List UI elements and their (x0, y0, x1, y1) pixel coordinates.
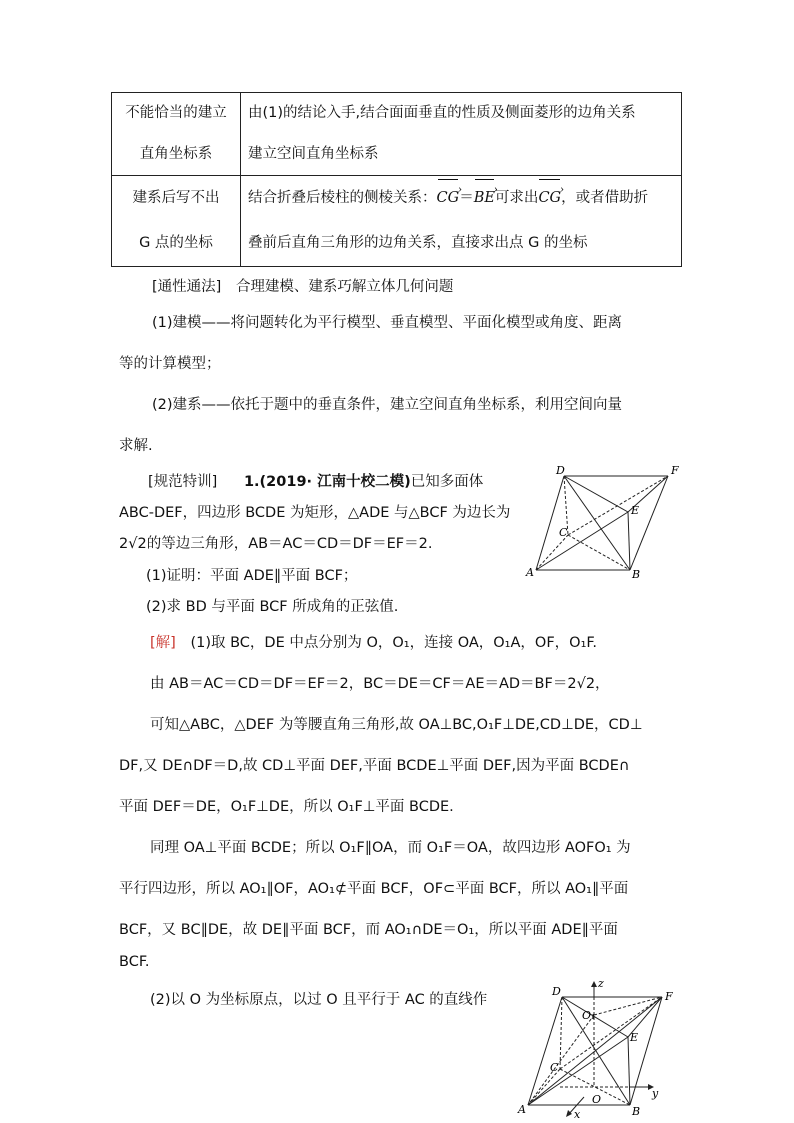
solution-text: 平面 DEF＝DE，O₁F⊥DE，所以 O₁F⊥平面 BCDE. (119, 799, 454, 815)
cell-text: 不能恰当的建立 (125, 105, 227, 121)
comparison-table (111, 92, 682, 267)
edge (628, 1037, 630, 1105)
method-paragraph: (2)建系——依托于题中的垂直条件，建立空间直角坐标系，利用空间向量 (152, 397, 623, 413)
table-cell-remedy (241, 93, 682, 176)
vertex-label: D (556, 464, 565, 477)
table-cell-remedy (241, 176, 682, 267)
table-cell-issue (112, 93, 241, 176)
vertex-label: A (518, 1103, 526, 1116)
method-paragraph: 等的计算模型； (119, 356, 221, 372)
vertex-label: B (632, 1105, 641, 1118)
table-row (112, 176, 682, 267)
edge (628, 512, 630, 570)
hidden-edge (568, 535, 630, 570)
vertex-label: D (552, 985, 561, 998)
solution-text: BCF，又 BC∥DE，故 DE∥平面 BCF，而 AO₁∩DE＝O₁，所以平面 ADE∥平面 (119, 922, 618, 938)
cell-text: 可求出 (494, 190, 539, 206)
cell-text: 直角坐标系 (139, 146, 213, 162)
axis-label: x (574, 1108, 581, 1120)
hidden-edge (560, 997, 662, 1069)
problem-text: ABC-DEF，四边形 BCDE 为矩形，△ADE 与△BCF 为边长为 (119, 505, 511, 521)
vector-be: BE › (474, 176, 495, 221)
problem-text: 已知多面体 (410, 474, 484, 490)
method-paragraph: (1)建模——将问题转化为平行模型、垂直模型、平面化模型或角度、距离 (152, 315, 623, 331)
edge (536, 476, 564, 570)
edge (528, 1037, 628, 1105)
edge (528, 997, 562, 1105)
vertex-label: F (671, 464, 679, 477)
solution-text: BCF. (119, 954, 150, 970)
vertex-label: O₁ (582, 1009, 596, 1022)
problem-question: (1)证明：平面 ADE∥平面 BCF； (146, 568, 358, 584)
axis-label: y (652, 1087, 659, 1100)
problem-text: 2√2的等边三角形，AB＝AC＝CD＝DF＝EF＝2. (119, 536, 433, 552)
equals-sign: ＝ (459, 190, 474, 206)
solution-text: (1)取 BC，DE 中点分别为 O，O₁，连接 OA，O₁A，OF，O₁F. (190, 635, 598, 651)
edge (564, 476, 630, 570)
hidden-edge (568, 476, 668, 535)
hidden-edge (594, 997, 662, 1015)
edge (562, 997, 630, 1105)
vertex-label: E (631, 504, 640, 517)
vertex-label: E (630, 1031, 639, 1044)
method-title: 合理建模、建系巧解立体几何问题 (235, 279, 454, 295)
problem-question: (2)求 BD 与平面 BCF 所成角的正弦值. (146, 599, 399, 615)
solution-text: DF,又 DE∩DF＝D,故 CD⊥平面 DEF,平面 BCDE⊥平面 DEF,因为平面 BCDE∩ (119, 758, 630, 774)
table-cell-issue (112, 176, 241, 267)
cell-text: 叠前后直角三角形的边角关系，直接求出点 G 的坐标 (248, 235, 588, 251)
problem-label: [规范特训] (148, 474, 218, 490)
problem-number: 1. (243, 474, 260, 490)
solution-text: 由 AB＝AC＝CD＝DF＝EF＝2，BC＝DE＝CF＝AE＝AD＝BF＝2√2， (150, 676, 610, 692)
solution-text: (2)以 O 为坐标原点，以过 O 且平行于 AC 的直线作 (150, 992, 488, 1008)
cell-text: G 点的坐标 (139, 235, 213, 251)
solution-text: 同理 OA⊥平面 BCDE；所以 O₁F∥OA，而 O₁F＝OA，故四边形 AOFO₁ 为 (150, 840, 631, 856)
problem-source: (2019· 江南十校二模) (259, 474, 411, 490)
edge (630, 476, 668, 570)
solution-label: [解] (150, 635, 176, 651)
edge (564, 476, 628, 512)
vector-cg: CG › (538, 176, 561, 221)
vector-cg: CG › (437, 176, 460, 221)
cell-line (248, 176, 681, 221)
arrow (591, 981, 597, 987)
hidden-edge (560, 997, 562, 1069)
vertex-label: B (632, 568, 641, 581)
axis-label: z (598, 977, 604, 990)
polyhedron-figure (518, 462, 688, 582)
method-paragraph: 求解. (119, 438, 153, 454)
vertex-label: C (550, 1061, 559, 1074)
method-label: [通性通法] (152, 279, 222, 295)
vertex-label: F (665, 990, 673, 1003)
solution-text: 可知△ABC，△DEF 为等腰直角三角形,故 OA⊥BC,O₁F⊥DE,CD⊥DE，CD⊥ (150, 717, 643, 733)
solution-text: 平行四边形，所以 AO₁∥OF，AO₁⊄平面 BCF，OF⊂平面 BCF，所以 AO₁∥平面 (119, 881, 629, 897)
cell-text: 结合折叠后棱柱的侧棱关系： (248, 190, 437, 206)
table-row (112, 93, 682, 176)
coordinate-figure (510, 975, 690, 1120)
method-heading (152, 275, 453, 296)
cell-text: ，或者借助折 (561, 190, 649, 206)
edge (536, 512, 628, 570)
cell-text: 建立空间直角坐标系 (248, 146, 379, 162)
solution-line (150, 631, 597, 652)
cell-text: 建系后写不出 (132, 190, 220, 206)
cell-text: 由(1)的结论入手,结合面面垂直的性质及侧面菱形的边角关系 (248, 105, 636, 121)
vertex-label: C (559, 526, 568, 539)
vertex-label: A (526, 566, 534, 579)
vertex-label: O (592, 1093, 602, 1106)
problem-line (148, 470, 483, 491)
